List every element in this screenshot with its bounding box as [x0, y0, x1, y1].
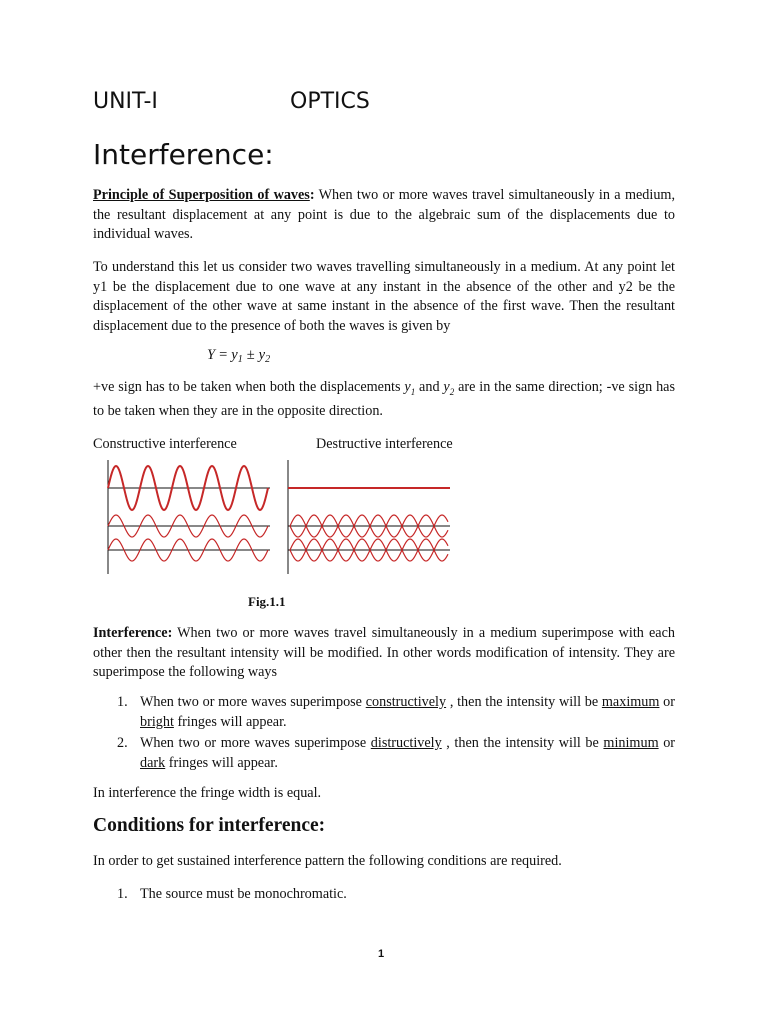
principle-term: Principle of Superposition of waves: [93, 187, 310, 203]
list-text: When two or more waves superimpose: [140, 735, 371, 751]
interference-figure: [100, 458, 460, 578]
interference-term: Interference:: [93, 625, 173, 641]
list-text: or: [658, 735, 676, 751]
sign-note-sub1: 1: [410, 386, 416, 397]
underlined-term: bright: [140, 713, 174, 730]
principle-paragraph: [93, 186, 675, 245]
page-title: Interference:: [93, 138, 274, 171]
constructive-caption: Constructive interference: [93, 436, 237, 452]
principle-colon: :: [309, 187, 315, 203]
principle-text: When two or more waves travel simultaneously in a medium, the resultant displacement at any point is due to the algebraic sum of the displacements due to individual waves.: [93, 187, 675, 243]
figure-label: Fig.1.1: [248, 594, 286, 609]
list-item: [93, 734, 675, 773]
list-text: fringes will appear.: [173, 713, 287, 730]
list-text: fringes will appear.: [165, 754, 278, 771]
interference-text: When two or more waves travel simultaneously in a medium superimpose with each other then the resultant intensity will be modified. In other words modification of intensity. They are superimpose the following ways: [93, 625, 675, 681]
sign-note-text-2: are in the same direction; -ve sign has to be taken when they are in the opposite direction.: [93, 379, 675, 420]
sign-note-sub2: 2: [449, 386, 455, 397]
list-text: When two or more waves superimpose: [140, 694, 366, 710]
eq-sub2: 2: [265, 354, 271, 365]
subject-label: OPTICS: [290, 89, 370, 114]
interference-paragraph: [93, 624, 675, 683]
conditions-heading: Conditions for interference:: [93, 815, 326, 836]
destructive-caption: Destructive interference: [316, 436, 453, 452]
list-item: [93, 693, 675, 732]
eq-sub1: 1: [237, 354, 243, 365]
unit-label: UNIT-I: [93, 89, 158, 114]
page-number: 1: [378, 948, 385, 960]
eq-plus-minus: ±: [246, 347, 255, 363]
sign-note-y1: y: [404, 379, 411, 395]
list-text: , then the intensity will be: [441, 735, 604, 751]
underlined-term: distructively: [370, 735, 442, 751]
sign-note-text-1: +ve sign has to be taken when both the displacements: [93, 379, 405, 395]
sign-note-paragraph: [93, 378, 675, 422]
conditions-intro: In order to get sustained interference pattern the following conditions are required.: [93, 853, 562, 869]
fringe-note: In interference the fringe width is equal.: [93, 785, 322, 801]
list-number: 1.: [117, 886, 128, 902]
list-text: , then the intensity will be: [446, 694, 602, 710]
underlined-term: maximum: [601, 694, 660, 710]
superposition-equation: [207, 347, 270, 365]
list-text: The source must be monochromatic.: [140, 886, 347, 902]
list-number: 1.: [117, 694, 128, 710]
underlined-term: minimum: [603, 735, 659, 751]
list-text: or: [659, 694, 675, 710]
constructive-diagram: [108, 460, 270, 574]
destructive-diagram: [288, 460, 450, 574]
underlined-term: dark: [140, 754, 166, 771]
eq-y2: y: [258, 347, 266, 363]
eq-lhs: Y: [207, 347, 216, 363]
eq-equals: =: [219, 347, 228, 363]
eq-y1: y: [231, 347, 238, 363]
list-number: 2.: [117, 735, 128, 751]
list-item: [93, 885, 675, 905]
sign-note-and: and: [415, 379, 444, 395]
explanation-paragraph: To understand this let us consider two waves travelling simultaneously in a medium. At any point let y1 be the displacement due to one wave at any instant in the absence of the other and y2 be the displacement of the other wave at same instant in the absence of the first wave. Then the resultant displacement due to the presence of both the waves is given by: [93, 259, 675, 334]
underlined-term: constructively: [365, 694, 447, 710]
sign-note-y2: y: [443, 379, 450, 395]
